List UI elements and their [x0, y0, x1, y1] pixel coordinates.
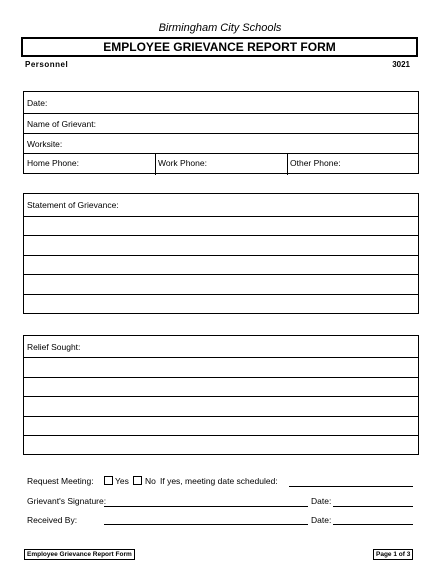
grievant-name-label: Name of Grievant: [27, 119, 96, 129]
date-label: Date: [27, 98, 48, 108]
worksite-label: Worksite: [27, 139, 63, 149]
signature-date-field[interactable] [333, 506, 413, 507]
no-checkbox[interactable] [133, 476, 142, 485]
relief-line[interactable] [24, 377, 418, 378]
grievant-info-box [23, 91, 419, 174]
yes-label: Yes [115, 476, 129, 486]
form-title: EMPLOYEE GRIEVANCE REPORT FORM [21, 37, 418, 57]
relief-line[interactable] [24, 416, 418, 417]
meeting-date-field[interactable] [289, 486, 413, 487]
statement-line[interactable] [24, 294, 418, 295]
received-by-label: Received By: [27, 515, 78, 525]
signature-field[interactable] [104, 506, 308, 507]
other-phone-label: Other Phone: [290, 158, 341, 168]
statement-label: Statement of Grievance: [27, 200, 119, 210]
no-label: No [145, 476, 156, 486]
request-meeting-label: Request Meeting: [27, 476, 94, 486]
received-date-label: Date: [311, 515, 332, 525]
meeting-date-label: If yes, meeting date scheduled: [160, 476, 278, 486]
footer-page-number: Page 1 of 3 [373, 549, 413, 560]
relief-line[interactable] [24, 357, 418, 358]
work-phone-label: Work Phone: [158, 158, 207, 168]
statement-line[interactable] [24, 235, 418, 236]
relief-box [23, 335, 419, 455]
received-date-field[interactable] [333, 524, 413, 525]
received-by-field[interactable] [104, 524, 308, 525]
home-phone-label: Home Phone: [27, 158, 79, 168]
department-label: Personnel [25, 60, 69, 69]
statement-box [23, 193, 419, 314]
relief-label: Relief Sought: [27, 342, 81, 352]
footer-form-name: Employee Grievance Report Form [24, 549, 135, 560]
statement-line[interactable] [24, 216, 418, 217]
form-code: 3021 [392, 60, 410, 69]
signature-date-label: Date: [311, 496, 332, 506]
signature-label: Grievant's Signature: [27, 496, 107, 506]
district-name: Birmingham City Schools [158, 22, 282, 34]
statement-line[interactable] [24, 255, 418, 256]
statement-line[interactable] [24, 274, 418, 275]
relief-line[interactable] [24, 435, 418, 436]
yes-checkbox[interactable] [104, 476, 113, 485]
relief-line[interactable] [24, 396, 418, 397]
